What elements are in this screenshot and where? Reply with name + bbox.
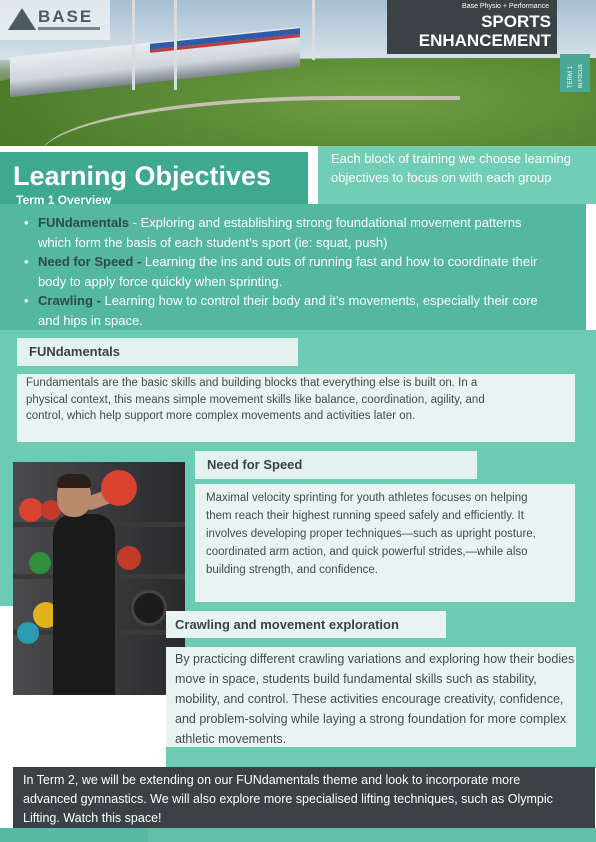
term-2-note-text: In Term 2, we will be extending on our FUNdamentals theme and look to incorporate more advanced gymnastics. We will also explore more specialised lifting techniques, such as Olympic Lifting. Watch this space! <box>23 773 553 825</box>
tagline: Base Physio + Performance <box>462 3 549 10</box>
objective-text: Learning the ins and outs of running fast and how to coordinate their body to apply force quickly when sprinting. <box>38 254 538 289</box>
speed-heading: Need for Speed <box>207 457 303 472</box>
brand-logo <box>0 0 110 40</box>
light-pole <box>174 0 177 90</box>
light-pole <box>132 0 135 90</box>
speed-body: Maximal velocity sprinting for youth athletes focuses on helping them reach their highest running speed safely and efficiently. It involves developing proper techniques—such as upright posture, coordinated arm action, and quick powerful strides,—while also building strength, and confidence. <box>206 492 536 576</box>
medicine-ball <box>29 552 51 574</box>
objective-separator: - <box>92 293 105 308</box>
crawling-body-box <box>166 647 576 747</box>
speed-heading-box <box>195 451 477 479</box>
title-line-1: SPORTS <box>481 12 551 31</box>
objectives-list <box>24 213 554 330</box>
crawling-heading-box <box>166 611 446 638</box>
objective-term: Need for Speed <box>38 254 134 269</box>
medicine-ball <box>19 498 43 522</box>
fundamentals-body-box <box>17 374 575 442</box>
page-title <box>419 12 551 50</box>
section-subtitle: Term 1 Overview <box>16 193 112 207</box>
objective-separator: - <box>129 215 141 230</box>
training-photo <box>13 462 185 695</box>
objective-term: Crawling <box>38 293 93 308</box>
weight-plate <box>17 622 39 644</box>
medicine-ball <box>117 546 141 570</box>
list-item <box>24 213 554 252</box>
list-item <box>24 252 554 291</box>
objective-separator: - <box>133 254 145 269</box>
section-title: Learning Objectives <box>13 161 272 191</box>
fundamentals-heading-box <box>17 338 298 366</box>
term-tag-label: TERM 1 <box>568 65 574 88</box>
logo-mountain-icon <box>8 8 36 30</box>
fundamentals-body: Fundamentals are the basic skills and building blocks that everything else is built on. In a physical context, this means simple movement skills like balance, coordination, agility, and control, which help support more complex movements and activities later on. <box>26 377 485 422</box>
fundamentals-heading: FUNdamentals <box>29 344 121 359</box>
objective-term: FUNdamentals <box>38 215 130 230</box>
objectives-intro: Each block of training we choose learning objectives to focus on with each group <box>331 151 571 185</box>
athlete-body <box>53 514 115 695</box>
speed-body-box <box>195 484 575 602</box>
title-line-2: ENHANCEMENT <box>418 31 551 50</box>
term-tag-sublabel: IN FOCUS <box>578 64 584 88</box>
objective-text: Exploring and establishing strong foundational movement patterns which form the basis of each student’s sport (ie: squat, push) <box>38 215 522 250</box>
term-tag <box>560 54 590 92</box>
logo-text: BASE <box>38 7 94 26</box>
crawling-body: By practicing different crawling variations and exploring how their bodies move in space, students build fundamental skills such as stability, mobility, and control. These activities encourage creativity, confidence, and problem-solving while laying a strong foundation for more complex athletic movements. <box>175 652 575 746</box>
bottom-bar-accent <box>148 828 596 842</box>
title-banner <box>387 0 557 54</box>
weight-plate <box>131 590 167 626</box>
medicine-ball-held <box>101 470 137 506</box>
light-pole <box>312 0 315 60</box>
athlete-hair <box>57 474 91 488</box>
objective-text: Learning how to control their body and it’s movements, especially their core and hips in space. <box>38 293 538 328</box>
logo-underline <box>38 27 100 30</box>
crawling-heading: Crawling and movement exploration <box>175 617 399 632</box>
term-2-note <box>13 767 595 828</box>
list-item <box>24 291 554 330</box>
